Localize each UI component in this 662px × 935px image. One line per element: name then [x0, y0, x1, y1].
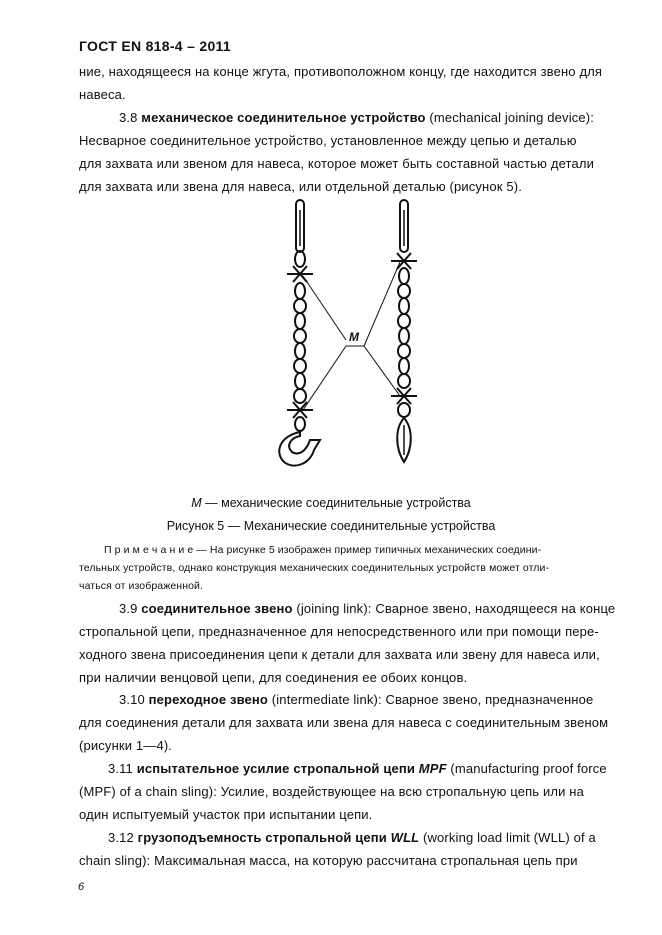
figure-legend: [0, 495, 662, 511]
term-title: грузоподъемность стропальной цепи: [137, 830, 391, 845]
term-title: механическое соединительное устройство: [141, 110, 426, 125]
term-3-12-line-1: [108, 829, 596, 846]
term-number: 3.9: [119, 601, 142, 616]
legend-symbol: M: [191, 496, 202, 510]
paragraph-line: ходного звена присоединения цепи к детали для захвата или звену для навеса или,: [79, 647, 600, 662]
term-english: (working load limit (WLL) of a: [419, 830, 596, 845]
term-english: (intermediate link): Сварное звено, предназначенное: [268, 692, 594, 707]
term-number: 3.8: [119, 110, 142, 125]
term-abbreviation: MPF: [418, 761, 447, 776]
term-3-8-line-1: [119, 109, 594, 126]
figure-label-m: M: [349, 330, 359, 344]
paragraph-line: для соединения детали для захвата или звена для навеса с соединительным звеном: [79, 715, 609, 730]
paragraph-line: chain sling): Максимальная масса, на которую рассчитана стропальная цепь при: [79, 853, 578, 868]
right-end-link: [397, 403, 411, 462]
document-header: ГОСТ EN 818-4 – 2011: [79, 38, 231, 54]
hook: [279, 417, 320, 466]
paragraph-line: для захвата или звеном для навеса, которое может быть составной частью детали: [79, 156, 595, 171]
paragraph-line: ние, находящееся на конце жгута, противоположном концу, где находится звено для: [79, 64, 603, 79]
term-number: 3.11: [108, 761, 137, 776]
legend-text: — механические соединительные устройства: [201, 496, 471, 510]
term-abbreviation: WLL: [390, 830, 420, 845]
right-chain-links: [398, 268, 410, 388]
figure-5-chain-drawing: [260, 196, 430, 471]
figure-caption: Рисунок 5 — Механические соединительные устройства: [166, 519, 496, 533]
term-3-9-line-1: [119, 600, 615, 617]
term-english: (manufacturing proof force: [446, 761, 607, 776]
left-top-joining-device: [287, 266, 313, 282]
paragraph-line: (рисунки 1—4).: [79, 738, 173, 753]
right-top-joining-device: [391, 253, 417, 269]
term-title: испытательное усилие стропальной цепи: [136, 761, 419, 776]
paragraph-line: Несварное соединительное устройство, установленное между цепью и деталью: [79, 133, 577, 148]
right-bottom-joining-device: [391, 388, 417, 404]
paragraph-line: для захвата или звена для навеса, или отдельной деталью (рисунок 5).: [79, 179, 522, 194]
paragraph-line: (MPF) of a chain sling): Усилие, воздействующее на всю стропальную цепь или на: [79, 784, 584, 799]
paragraph-line: навеса.: [79, 87, 126, 102]
term-3-10-line-1: [119, 691, 593, 708]
note-line: тельных устройств, однако конструкция механических соединительных устройств может отли-: [79, 562, 550, 574]
paragraph-line: при наличии венцовой цепи, для соединения ее обоих концов.: [79, 670, 468, 685]
term-number: 3.12: [108, 830, 138, 845]
note-text: — На рисунке 5 изображен пример типичных механических соедини-: [193, 544, 542, 556]
left-bottom-joining-device: [287, 402, 313, 418]
page-number: 6: [78, 881, 85, 893]
term-english: (mechanical joining device):: [425, 110, 595, 125]
term-english: (joining link): Сварное звено, находящееся на конце: [292, 601, 616, 616]
note-label: П р и м е ч а н и е: [104, 544, 194, 556]
term-3-11-line-1: [108, 760, 607, 777]
term-number: 3.10: [119, 692, 149, 707]
paragraph-line: один испытуемый участок при испытании цепи.: [79, 807, 373, 822]
term-title: переходное звено: [148, 692, 269, 707]
note-line: чаться от изображенной.: [79, 580, 204, 592]
term-title: соединительное звено: [141, 601, 293, 616]
note-line-1: [104, 543, 541, 557]
paragraph-line: стропальной цепи, предназначенное для непосредственного или при помощи пере-: [79, 624, 599, 639]
